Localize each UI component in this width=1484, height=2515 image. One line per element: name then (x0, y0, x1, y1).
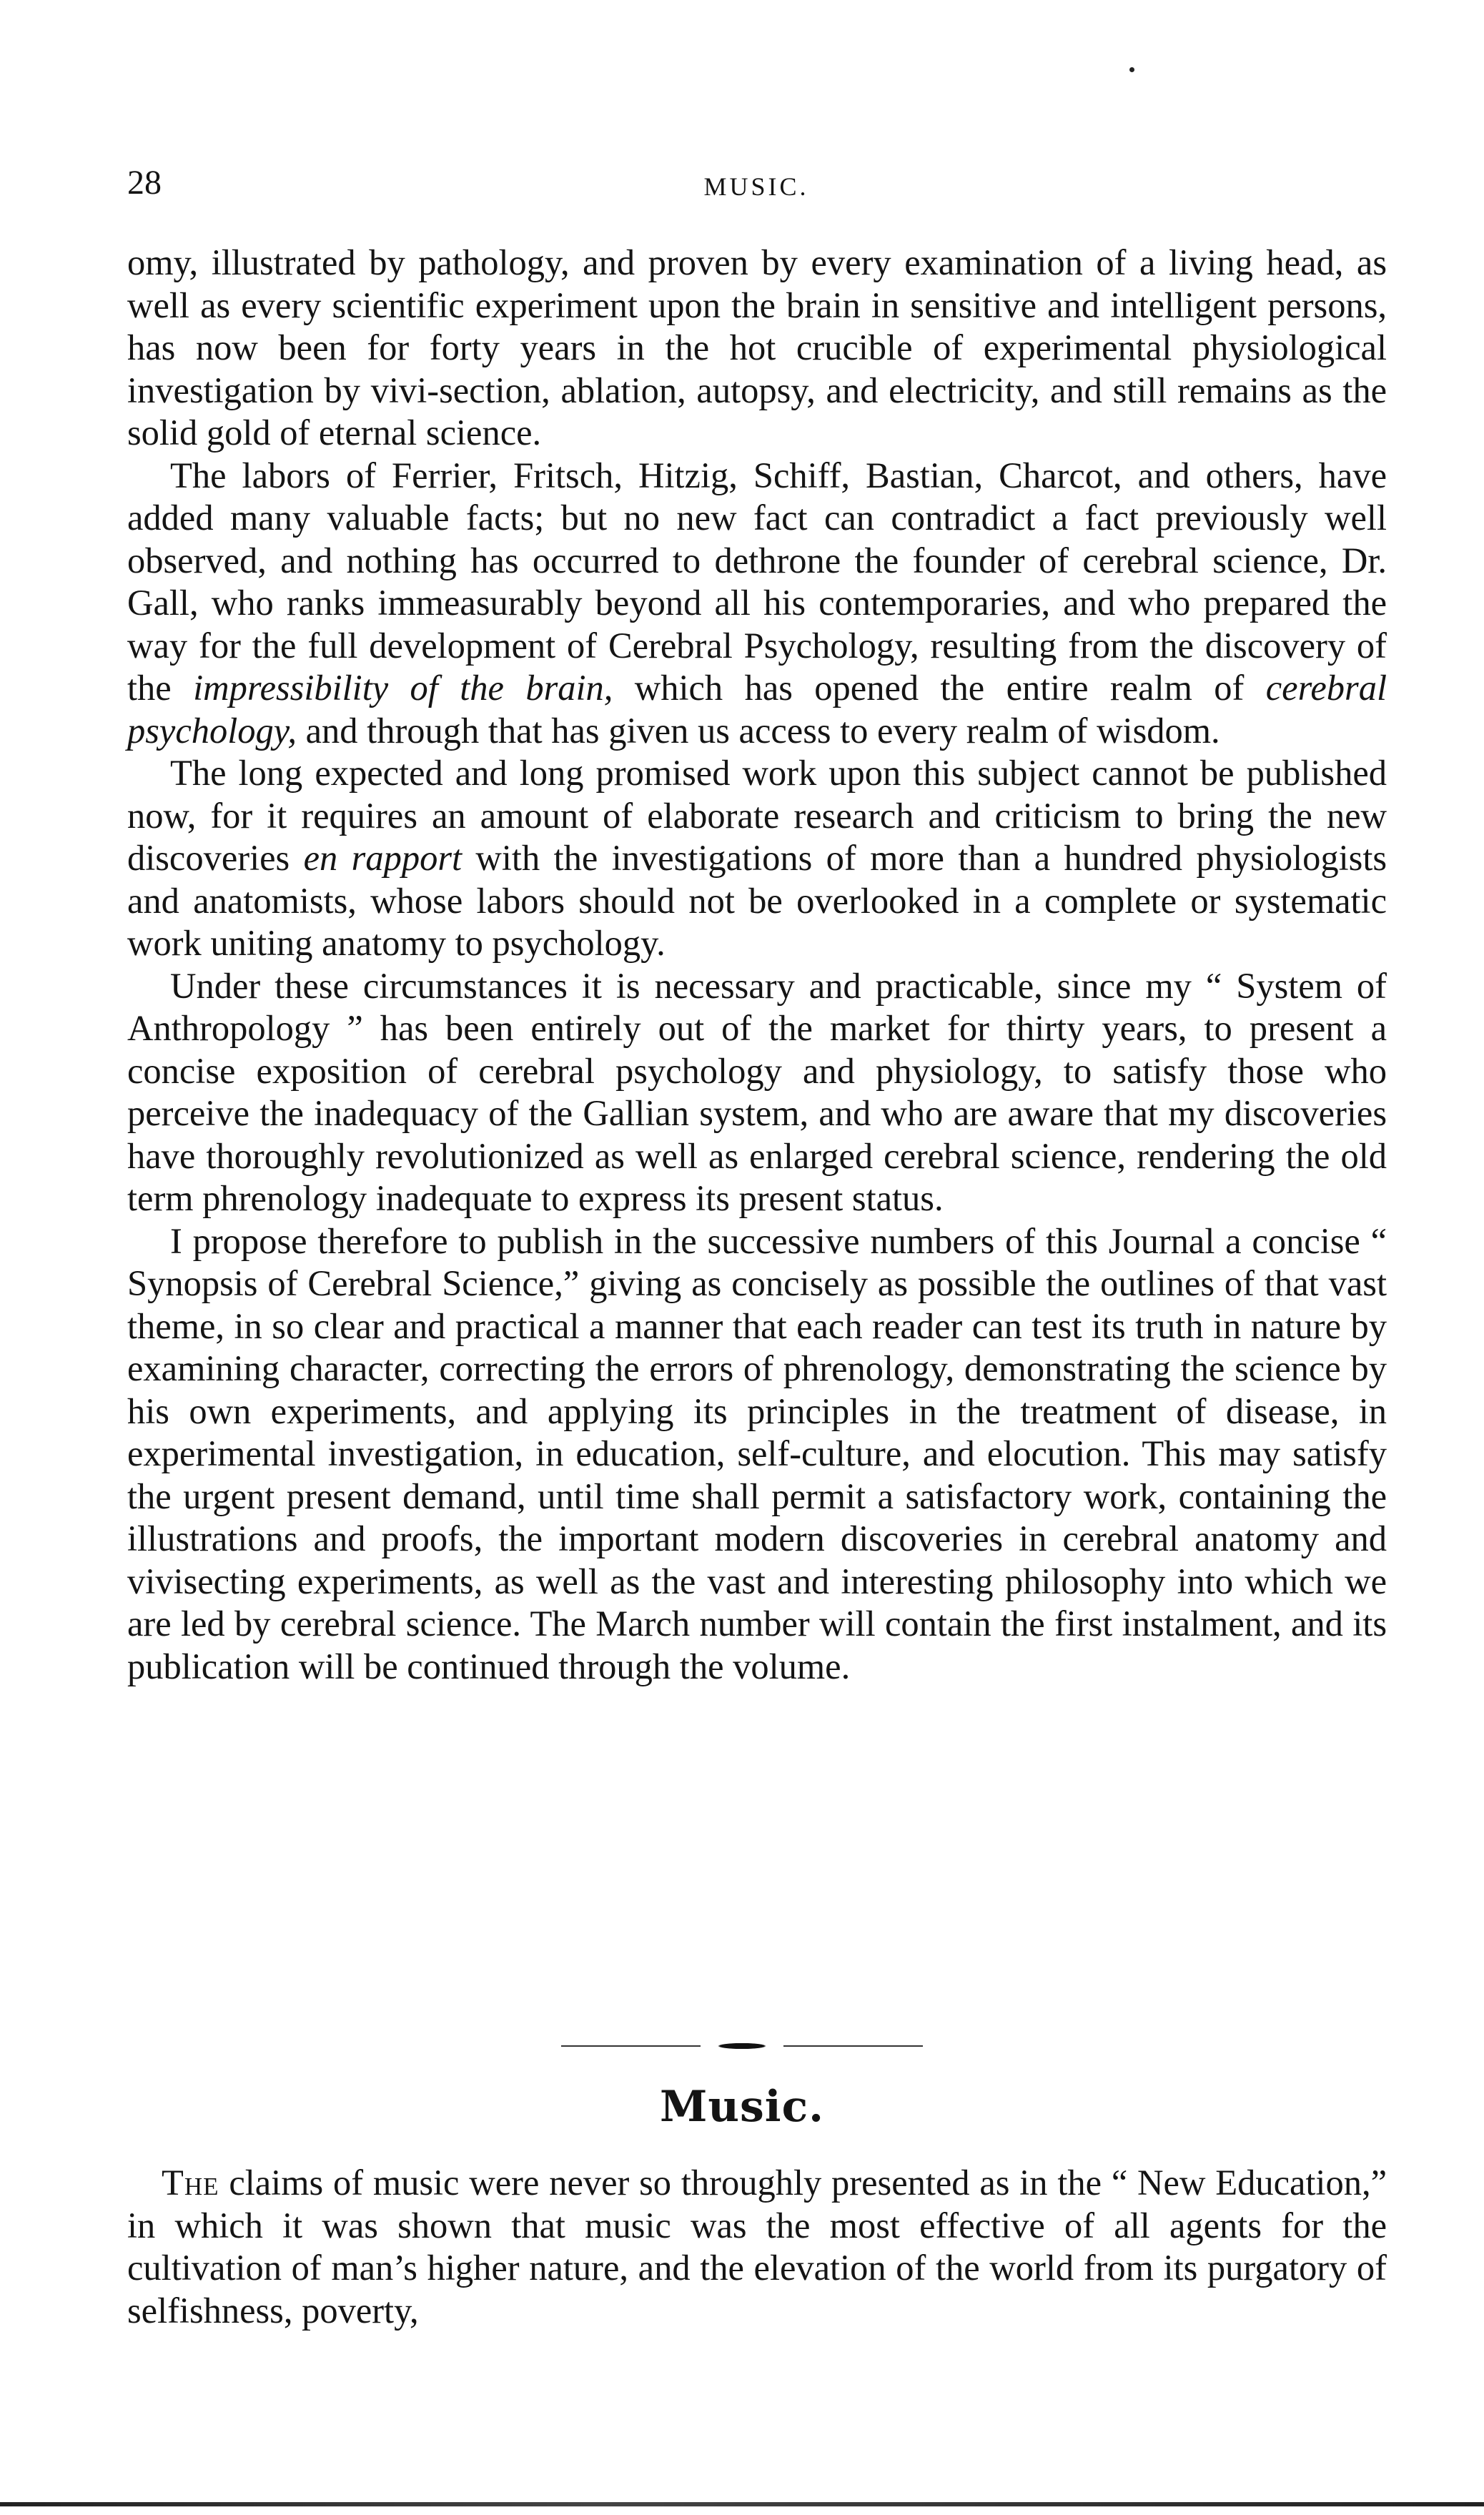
paragraph-text: which has opened the entire realm of (613, 668, 1266, 708)
paragraph-continued: omy, illustrated by pathology, and proven by every examination of a living head, as well as every scientific experiment upon the brain in sensitive and intelligent persons, has now been for forty years in the hot crucible of experimental physiological investigation by vivi-section, ablation, autopsy, and electricity, and still remains as the solid gold of eternal science. (127, 242, 1387, 453)
paragraph-text: and through that has given us access to every realm of wisdom. (297, 710, 1220, 751)
paragraph-text: The labors of Ferrier, Fritsch, Hitzig, Schiff, Bastian, Charcot, and others, have added many valuable facts; but no new fact can contradict a fact previously well observed, and nothing has occurred to dethrone the founder of cerebral science, Dr. Gall, who ranks immeasurably beyond all his contemporaries, and who prepared the way for the full development of Cerebral Psychology, resulting from the discovery of the (127, 455, 1387, 708)
italic-phrase: impressibility of the brain, (193, 668, 613, 708)
lead-word: The (162, 2163, 219, 2203)
paragraph-circumstances: Under these circumstances it is necessary and practicable, since my “ System of Anthropology ” has been entirely out of the market for thirty years, to present a concise exposition of cerebral psychology and physiology, to satisfy those who perceive the inadequacy of the Gallian system, and who are aware that my discoveries have thoroughly revolutionized as well as enlarged cerebral science, rendering the old term phrenology inadequate to express its present status. (127, 965, 1387, 1218)
paragraph-long-expected (127, 752, 1387, 965)
paragraph-text: with the investigations of more than a hundred physiologists and anatomists, whose labors should not be overlooked in a complete or systematic work uniting anatomy to psychology. (127, 838, 1387, 963)
section-body (127, 2162, 1387, 2332)
running-head: MUSIC. (703, 172, 809, 201)
paragraph-text: The long expected and long promised work upon this subject cannot be published now, for it requires an amount of elaborate research and criticism to bring the new discoveries (127, 753, 1387, 878)
divider-rule-right (783, 2045, 923, 2047)
section-paragraph-text: claims of music were never so throughly presented as in the “ New Education,” in which it was shown that music was the most effective of all agents for the cultivation of man’s higher nature, and the elevation of the world from its purgatory of selfishness, poverty, (127, 2163, 1387, 2331)
divider-ornament (713, 2042, 771, 2050)
article-body (127, 242, 1387, 1688)
italic-phrase: en rapport (303, 838, 462, 878)
paragraph-propose: I propose therefore to publish in the successive numbers of this Journal a concise “ Synopsis of Cerebral Science,” giving as concisely as possible the outlines of that vast theme, in so clear and practical a manner that each reader can test its truth in nature by examining character, correcting the errors of phrenology, demonstrating the science by his own experiments, and applying its principles in the treatment of disease, in experimental investigation, in education, self-culture, and elocution. This may satisfy the urgent present demand, until time shall permit a satisfactory work, containing the illustrations and proofs, the important modern discoveries in cerebral anatomy and vivisecting experiments, as well as the vast and interesting philosophy into which we are led by cerebral science. The March number will contain the first instalment, and its publication will be continued through the volume. (127, 1220, 1387, 1686)
divider-rule-left (561, 2045, 701, 2047)
page-bottom-edge (0, 2502, 1484, 2506)
italic-phrase: cerebral psychology, (127, 668, 1387, 751)
section-paragraph (127, 2162, 1387, 2332)
page-header (127, 163, 1385, 209)
page-number: 28 (127, 164, 162, 202)
section-divider (0, 2042, 1484, 2050)
paragraph-labors (127, 455, 1387, 753)
print-speck (1129, 67, 1134, 72)
section-title: Music. (659, 2082, 825, 2132)
